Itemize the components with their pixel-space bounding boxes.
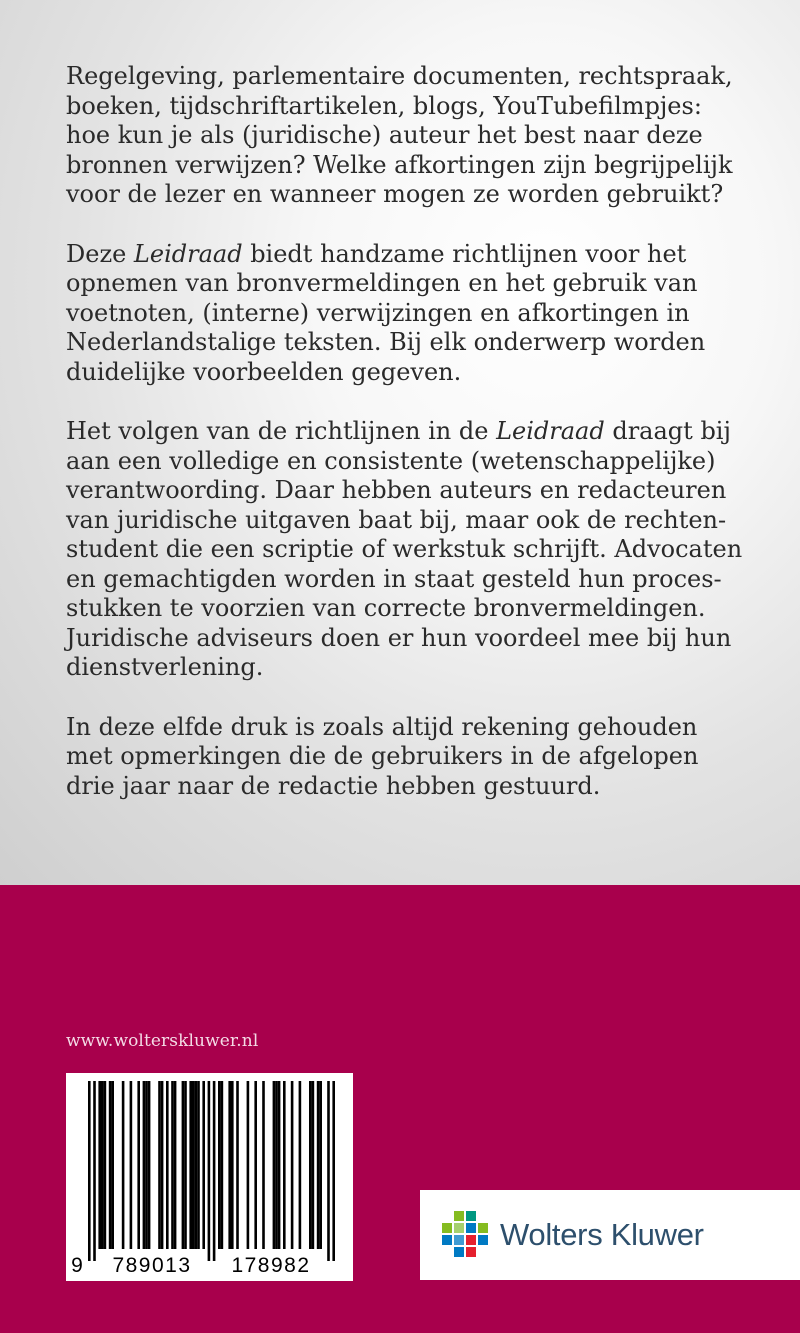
- blurb-line: met opmerkingen die de gebruikers in de afgelopen: [66, 742, 699, 770]
- barcode-bar: [228, 1081, 231, 1249]
- barcode-bar: [98, 1081, 101, 1249]
- back-cover-blurb: [66, 62, 766, 831]
- barcode-bar: [254, 1081, 257, 1249]
- barcode-bar: [327, 1081, 330, 1261]
- barcode-bar: [221, 1081, 224, 1249]
- blurb-line: duidelijke voorbeelden gegeven.: [66, 357, 462, 386]
- barcode-graphic: [66, 1073, 353, 1281]
- barcode-bar: [283, 1081, 286, 1249]
- barcode-bar: [171, 1081, 174, 1249]
- blurb-line: Nederlandstalige teksten. Bij elk onderwerp worden: [66, 328, 706, 356]
- blurb-text: Deze: [66, 239, 134, 268]
- barcode-bar: [101, 1081, 104, 1249]
- barcode-bar: [275, 1081, 278, 1249]
- blurb-paragraph-4: [66, 713, 766, 802]
- barcode-bar: [174, 1081, 177, 1249]
- blurb-line: drie jaar naar de redactie hebben gestuurd.: [66, 771, 601, 800]
- isbn-digits-right: 178982: [231, 1254, 311, 1277]
- blurb-line: [66, 417, 766, 447]
- barcode-bar: [143, 1081, 146, 1249]
- book-title-italic: Leidraad: [496, 417, 605, 445]
- blurb-line: dienstverlening.: [66, 653, 264, 681]
- blurb-line: aan een volledige en consistente (wetenschappelijke): [66, 446, 716, 475]
- barcode-bar: [184, 1081, 187, 1249]
- barcode-bar: [158, 1081, 161, 1249]
- blurb-line: hoe kun je als (juridische) auteur het best naar deze: [66, 121, 703, 149]
- barcode-bar: [130, 1081, 133, 1249]
- isbn-first-digit: 9: [71, 1254, 83, 1277]
- isbn-digits-left: 789013: [112, 1254, 192, 1277]
- barcode-bar: [195, 1081, 198, 1249]
- barcode-bar: [197, 1081, 200, 1249]
- barcode-bar: [231, 1081, 234, 1249]
- barcode-bar: [312, 1081, 315, 1249]
- barcode-bar: [148, 1081, 151, 1249]
- blurb-text: draagt bij: [604, 417, 731, 445]
- barcode-bar: [213, 1081, 216, 1261]
- isbn-barcode: [66, 1073, 353, 1281]
- barcode-bar: [137, 1081, 140, 1249]
- blurb-paragraph-2: [66, 240, 766, 388]
- barcode-bar: [182, 1081, 185, 1249]
- blurb-paragraph-1: [66, 62, 766, 210]
- publisher-logo: [420, 1190, 800, 1280]
- barcode-bar: [208, 1081, 211, 1261]
- barcode-bar: [104, 1081, 107, 1249]
- barcode-bar: [202, 1081, 205, 1249]
- barcode-bar: [273, 1081, 276, 1249]
- wolters-kluwer-logo-icon: [440, 1211, 490, 1261]
- barcode-bar: [309, 1081, 312, 1249]
- blurb-text: biedt handzame richtlijnen voor het: [242, 239, 687, 268]
- blurb-line: voetnoten, (interne) verwijzingen en afkortingen in: [66, 298, 690, 327]
- barcode-bar: [236, 1081, 239, 1249]
- barcode-bar: [145, 1081, 148, 1249]
- logo-wordmark: Wolters Kluwer: [500, 1217, 704, 1252]
- blurb-text: Het volgen van de richtlijnen in de: [66, 417, 497, 445]
- blurb-line: Regelgeving, parlementaire documenten, rechtspraak,: [66, 62, 733, 90]
- barcode-bar: [189, 1081, 192, 1249]
- barcode-bar: [192, 1081, 195, 1249]
- blurb-line: boeken, tijdschriftartikelen, blogs, YouTubefilmpjes:: [66, 91, 702, 120]
- barcode-bar: [111, 1081, 114, 1249]
- blurb-line: voor de lezer en wanneer mogen ze worden gebruikt?: [66, 180, 724, 208]
- blurb-line: student die een scriptie of werkstuk schrijft. Advocaten: [66, 535, 743, 563]
- barcode-bar: [299, 1081, 302, 1249]
- barcode-bar: [122, 1081, 125, 1249]
- blurb-line: opnemen van bronvermeldingen en het gebruik van: [66, 269, 698, 297]
- barcode-bar: [218, 1081, 221, 1249]
- barcode-bar: [166, 1081, 169, 1249]
- barcode-bar: [291, 1081, 294, 1249]
- barcode-bar: [278, 1081, 281, 1249]
- barcode-bar: [247, 1081, 250, 1249]
- blurb-line: verantwoording. Daar hebben auteurs en redacteuren: [66, 476, 727, 504]
- barcode-bar: [88, 1081, 91, 1261]
- barcode-bar: [332, 1081, 335, 1261]
- publisher-url: www.wolterskluwer.nl: [66, 1031, 259, 1051]
- blurb-line: stukken te voorzien van correcte bronvermeldingen.: [66, 594, 706, 622]
- barcode-bar: [319, 1081, 322, 1249]
- barcode-bar: [93, 1081, 96, 1261]
- blurb-line: In deze elfde druk is zoals altijd rekening gehouden: [66, 712, 698, 741]
- blurb-line: bronnen verwijzen? Welke afkortingen zijn begrijpelijk: [66, 150, 733, 179]
- barcode-bar: [317, 1081, 320, 1249]
- barcode-bar: [262, 1081, 265, 1249]
- blurb-line: [66, 240, 766, 270]
- blurb-line: van juridische uitgaven baat bij, maar ook de rechten-: [66, 505, 727, 534]
- book-title-italic: Leidraad: [133, 239, 243, 268]
- blurb-line: en gemachtigden worden in staat gesteld hun proces-: [66, 564, 722, 593]
- blurb-paragraph-3: [66, 417, 766, 683]
- barcode-bar: [161, 1081, 164, 1249]
- blurb-line: Juridische adviseurs doen er hun voordeel mee bij hun: [66, 623, 732, 652]
- barcode-bar: [109, 1081, 112, 1249]
